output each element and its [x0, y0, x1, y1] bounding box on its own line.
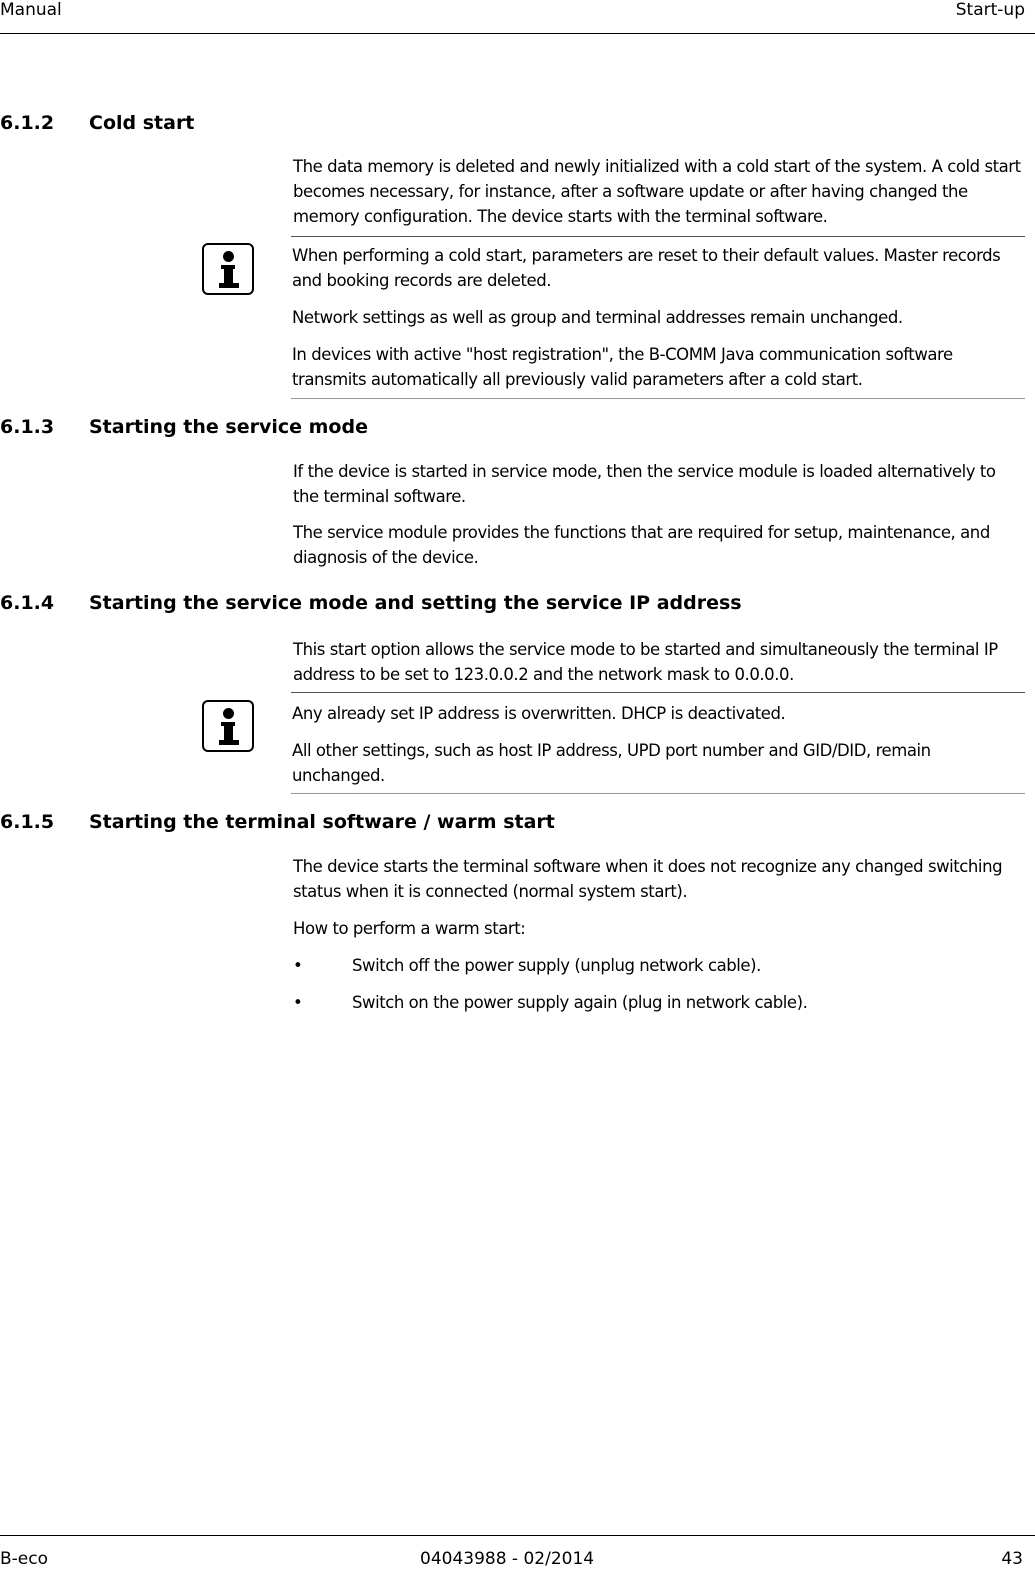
bullet-item: Switch on the power supply again (plug in network cable).: [352, 993, 808, 1012]
note-bottom-rule: [291, 793, 1025, 794]
note-top-rule: [291, 236, 1025, 237]
footer-doc-number: 04043988 - 02/2014: [420, 1549, 595, 1569]
note-text: Network settings as well as group and terminal addresses remain unchanged.: [292, 308, 903, 327]
section-number: 6.1.3: [0, 416, 55, 438]
section-title: Cold start: [89, 112, 195, 134]
bullet-marker: •: [293, 956, 303, 975]
footer-product: B-eco: [0, 1549, 49, 1569]
info-icon: [202, 243, 254, 295]
section-paragraph: The data memory is deleted and newly initialized with a cold start of the system. A cold start becomes necessary, for instance, after a software update or after having changed the memory configuration. The device starts with the terminal software.: [293, 157, 1021, 226]
note-text: In devices with active "host registration", the B-COMM Java communication software transmits automatically all previously valid parameters after a cold start.: [292, 345, 953, 389]
page-number: 43: [1001, 1549, 1023, 1569]
running-header-left: Manual: [0, 0, 62, 20]
section-number: 6.1.2: [0, 112, 55, 134]
footer-rule: [0, 1535, 1035, 1536]
running-header-right: Start-up: [955, 0, 1025, 20]
section-title: Starting the service mode: [89, 416, 368, 438]
section-paragraph: If the device is started in service mode, then the service module is loaded alternatively to the terminal software.: [293, 462, 996, 506]
note-bottom-rule: [291, 398, 1025, 399]
bullet-marker: •: [293, 993, 303, 1012]
section-paragraph: The device starts the terminal software when it does not recognize any changed switching status when it is connected (normal system start).: [293, 857, 1003, 901]
note-text: All other settings, such as host IP address, UPD port number and GID/DID, remain unchanged.: [292, 741, 931, 785]
section-title: Starting the terminal software / warm start: [89, 811, 555, 833]
section-title: Starting the service mode and setting the service IP address: [89, 592, 742, 614]
section-number: 6.1.5: [0, 811, 55, 833]
note-text: When performing a cold start, parameters are reset to their default values. Master records and booking records are deleted.: [292, 246, 1001, 290]
section-number: 6.1.4: [0, 592, 55, 614]
section-paragraph: This start option allows the service mode to be started and simultaneously the terminal IP address to be set to 123.0.0.2 and the network mask to 0.0.0.0.: [293, 640, 998, 684]
section-paragraph: How to perform a warm start:: [293, 919, 526, 938]
bullet-item: Switch off the power supply (unplug network cable).: [352, 956, 761, 975]
note-text: Any already set IP address is overwritten. DHCP is deactivated.: [292, 704, 786, 723]
info-icon: [202, 700, 254, 752]
note-top-rule: [291, 692, 1025, 693]
header-rule: [0, 33, 1035, 34]
section-paragraph: The service module provides the functions that are required for setup, maintenance, and diagnosis of the device.: [293, 523, 990, 567]
